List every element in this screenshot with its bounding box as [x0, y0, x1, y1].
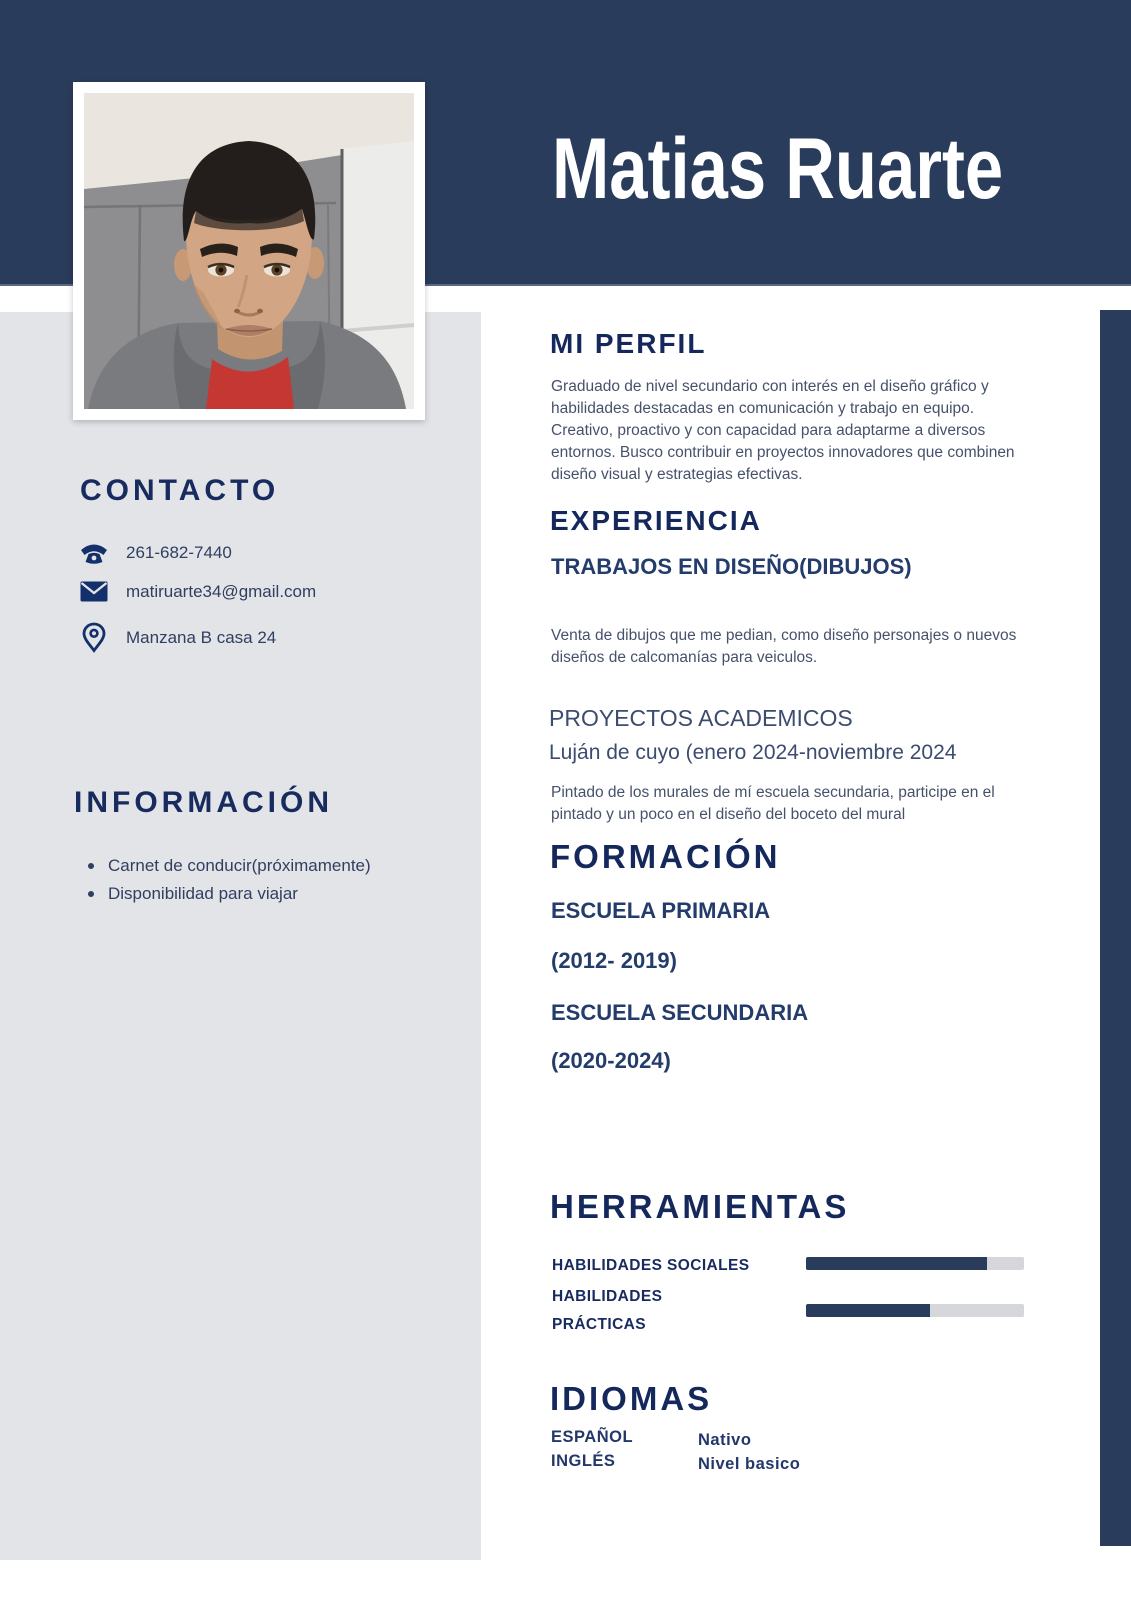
- phone-icon: [78, 540, 110, 565]
- skill-label: [552, 1283, 662, 1339]
- phone-number: 261-682-7440: [126, 542, 232, 562]
- contact-row-phone: [78, 540, 232, 565]
- perfil-text: Graduado de nivel secundario con interés en el diseño gráfico y habilidades destacadas en comunicación y trabajo en equipo. Creativo, proactivo y con capacidad para adaptarme a diversos entornos. Busco contribuir en proyectos innovadores que combinen diseño visual y estrategias efectivas.: [551, 378, 1015, 483]
- project-description: Pintado de los murales de mí escuela secundaria, participe en el pintado y un poco en el diseño del boceto del mural: [551, 784, 995, 823]
- email-address: matiruarte34@gmail.com: [126, 581, 317, 601]
- idiomas-title: IDIOMAS: [550, 1380, 713, 1417]
- contacto-title: CONTACTO: [80, 474, 280, 507]
- perfil-title: MI PERFIL: [550, 328, 707, 359]
- skill-label-line: PRÁCTICAS: [552, 1316, 647, 1333]
- language-level: Nivel basico: [698, 1455, 801, 1473]
- contact-row-location: [78, 622, 276, 653]
- school-name: ESCUELA PRIMARIA: [551, 898, 771, 923]
- info-text: Carnet de conducir(próximamente): [108, 856, 371, 875]
- job-title: TRABAJOS EN DISEÑO(DIBUJOS): [551, 554, 912, 579]
- school-years: (2020-2024): [551, 1048, 671, 1073]
- portrait-photo: [84, 93, 414, 409]
- location-icon: [78, 622, 110, 653]
- list-item: [88, 884, 298, 904]
- right-accent-strip: [1100, 310, 1131, 1546]
- email-icon: [78, 581, 110, 602]
- skill-bar-fill: [806, 1257, 987, 1270]
- project-period: Luján de cuyo (enero 2024-noviembre 2024: [549, 741, 957, 764]
- info-text: Disponibilidad para viajar: [108, 884, 298, 903]
- skill-bar: [806, 1304, 1024, 1317]
- project-title: PROYECTOS ACADEMICOS: [549, 705, 853, 731]
- herramientas-title: HERRAMIENTAS: [550, 1188, 850, 1225]
- school-years: (2012- 2019): [551, 948, 677, 973]
- language-name: INGLÉS: [551, 1452, 616, 1470]
- photo-frame: [73, 82, 425, 420]
- school-name: ESCUELA SECUNDARIA: [551, 1000, 809, 1025]
- language-level: Nativo: [698, 1431, 752, 1449]
- list-item: [88, 856, 371, 876]
- address: Manzana B casa 24: [126, 627, 277, 647]
- skill-label-line: HABILIDADES SOCIALES: [552, 1257, 750, 1274]
- skill-label-line: HABILIDADES: [552, 1288, 663, 1305]
- experiencia-title: EXPERIENCIA: [550, 505, 762, 536]
- person-name: Matias Ruarte: [552, 121, 1004, 217]
- language-name: ESPAÑOL: [551, 1428, 634, 1446]
- job-description: Venta de dibujos que me pedian, como diseño personajes o nuevos diseños de calcomanías para veiculos.: [551, 627, 1017, 666]
- formacion-title: FORMACIÓN: [550, 838, 781, 875]
- bullet-icon: [88, 863, 94, 869]
- skill-label: [552, 1252, 749, 1280]
- bullet-icon: [88, 891, 94, 897]
- skill-bar: [806, 1257, 1024, 1270]
- contact-row-email: [78, 581, 316, 602]
- informacion-title: INFORMACIÓN: [74, 786, 333, 819]
- skill-bar-fill: [806, 1304, 930, 1317]
